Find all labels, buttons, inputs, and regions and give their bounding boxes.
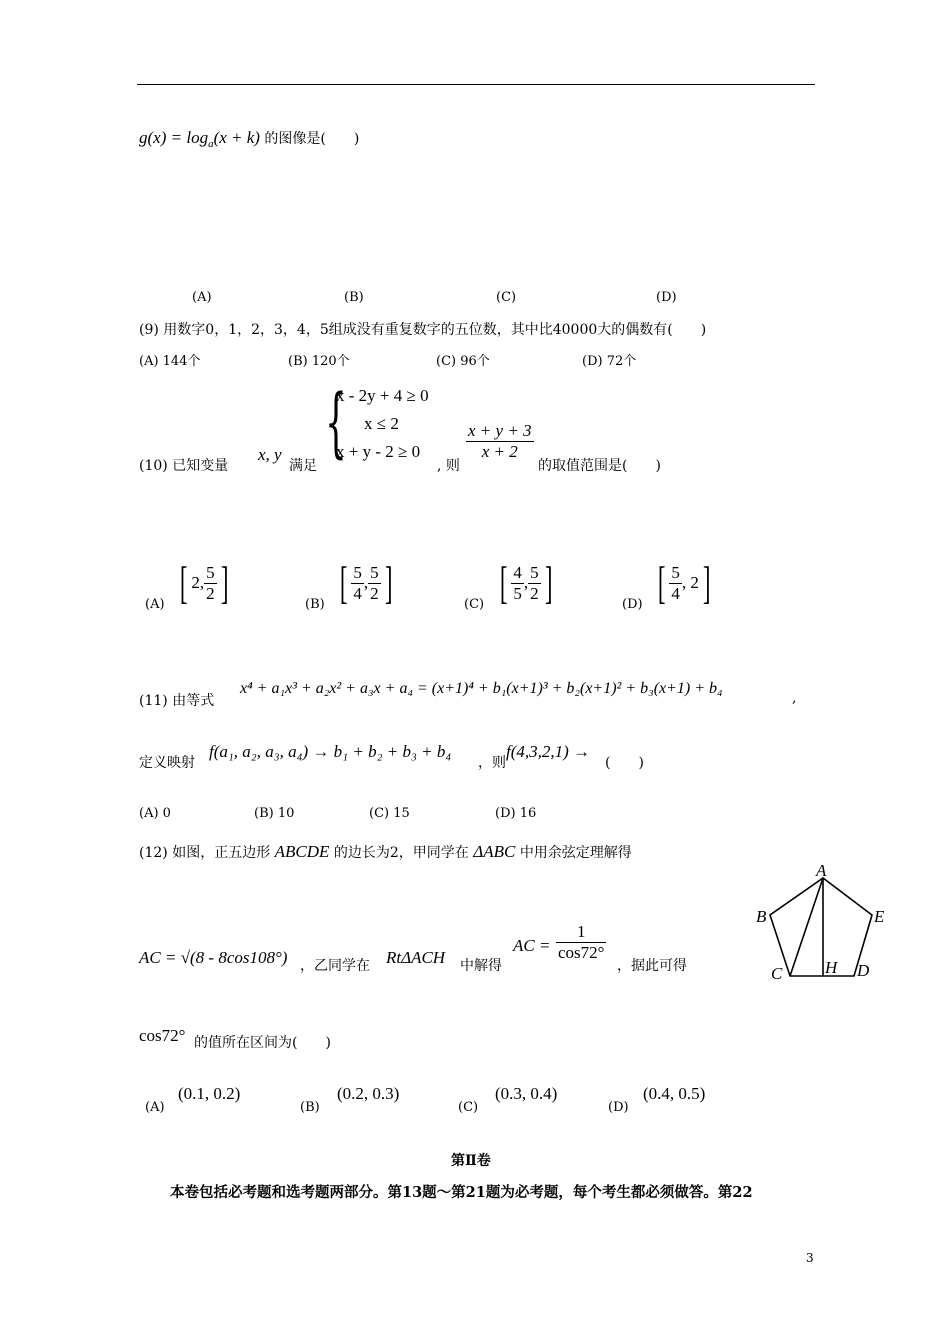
q8-option-d: (D) [656, 290, 677, 305]
q9-option-d: (D) 72个 [582, 354, 637, 369]
q11-then: ，则 [478, 755, 506, 771]
q10-brace: { [325, 377, 347, 466]
label-c: C [771, 964, 783, 983]
q10-option-c-value: [ $\frac{4}{5}$ , $\frac{5}{2}$ ] [499, 557, 553, 608]
q12-line2-end: ，据此可得 [617, 958, 687, 974]
q9-option-b: (B) 120个 [288, 354, 350, 369]
q8-option-b: (B) [344, 290, 364, 305]
q10-option-b-label: (B) [305, 597, 325, 612]
q12-option-b-label: (B) [300, 1100, 320, 1115]
q12-suffix: 中用余弦定理解得 [519, 845, 632, 861]
q12-rt: RtΔACH [386, 948, 446, 967]
q12-ac2-left: AC = [513, 936, 551, 955]
q11-option-c: (C) 15 [369, 806, 410, 821]
q12-option-a-label: (A) [145, 1100, 165, 1115]
q12-mid: 的边长为2，甲同学在 [333, 845, 469, 861]
pentagon-figure [750, 858, 890, 986]
q11-prefix: (11) 由等式 [139, 693, 215, 709]
q11-comma: , [792, 690, 797, 706]
label-h: H [825, 958, 838, 977]
q12-shape: ABCDE [274, 842, 330, 861]
q10-option-a-value: [ 2, $\frac{5}{2}$ ] [179, 557, 229, 608]
q12-option-c-value: (0.3, 0.4) [495, 1084, 558, 1103]
q10-option-a-label: (A) [145, 597, 165, 612]
q10-constraint-2: x ≤ 2 [364, 414, 399, 433]
q12-ac-formula: AC = √(8 - 8cos108°) [139, 948, 288, 967]
q11-line2-prefix: 定义映射 [139, 755, 195, 771]
q8-option-a: (A) [192, 290, 212, 305]
q10-constraint-1: x - 2y + 4 ≥ 0 [336, 386, 429, 405]
q12-option-b-value: (0.2, 0.3) [337, 1084, 400, 1103]
q10-target-fraction: $\frac{x + y + 3}{x + 2}$ [468, 421, 532, 461]
section-intro: 本卷包括必考题和选考题两部分。第13题～第21题为必考题，每个考生都必须做答。第22 [170, 1184, 753, 1201]
label-a: A [816, 861, 827, 880]
q12-line1 [139, 842, 632, 862]
q12-line3-text: 的值所在区间为( ) [194, 1035, 331, 1051]
q10-satisfy: 满足 [289, 458, 317, 474]
q10-vars: x, y [258, 445, 282, 464]
q12-triangle: ΔABC [473, 842, 516, 861]
page-number: 3 [806, 1251, 814, 1265]
q11-equation: x⁴ + a₁x³ + a₂x² + a₃x + a₄ = (x+1)⁴ + b₁(x+1)³ + b₂(x+1)² + b₃(x+1) + b₄ [240, 680, 723, 697]
q12-option-c-label: (C) [458, 1100, 479, 1115]
label-d: D [857, 961, 870, 980]
q8-formula: $g(x) = \log_a(x + k)$ 的图像是( ) [139, 128, 360, 150]
q12-prefix: (12) 如图，正五边形 [139, 845, 271, 861]
section-title: 第Ⅱ卷 [451, 1153, 491, 1169]
q12-line2-suffix: 中解得 [460, 958, 502, 974]
q10-prefix: (10) 已知变量 [139, 458, 229, 474]
q12-ac2-fraction: $\frac{1}{\cos 72^\circ}$ [558, 922, 605, 962]
q10-option-d-label: (D) [622, 597, 643, 612]
label-b: B [756, 907, 767, 926]
header-rule [137, 84, 815, 85]
q8-option-c: (C) [496, 290, 517, 305]
q11-option-d: (D) 16 [495, 806, 537, 821]
q9-stem: (9) 用数字0，1，2，3，4，5组成没有重复数字的五位数，其中比40000大的偶数有( ) [139, 322, 707, 338]
q10-suffix: 的取值范围是( ) [538, 458, 661, 474]
q10-then: , 则 [437, 458, 460, 474]
q11-query: f(4,3,2,1) → [506, 742, 591, 761]
q12-option-d-label: (D) [608, 1100, 629, 1115]
label-e: E [874, 907, 885, 926]
q8-text: 的图像是( ) [264, 131, 360, 147]
segment-ac [790, 878, 823, 976]
q11-blank: ( ) [605, 755, 644, 771]
q10-option-c-label: (C) [464, 597, 485, 612]
q12-line2-mid: ，乙同学在 [300, 958, 370, 974]
q10-option-b-value: [ $\frac{5}{4}$ , $\frac{5}{2}$ ] [339, 557, 393, 608]
q11-mapping: f(a₁, a₂, a₃, a₄) → b₁ + b₂ + b₃ + b₄ [209, 742, 452, 761]
q12-option-a-value: (0.1, 0.2) [178, 1084, 241, 1103]
q12-option-d-value: (0.4, 0.5) [643, 1084, 706, 1103]
q11-option-b: (B) 10 [254, 806, 295, 821]
q10-constraint-3: x + y - 2 ≥ 0 [336, 442, 421, 461]
q12-line3-expr: cos72° [139, 1026, 186, 1045]
q9-option-a: (A) 144个 [139, 354, 201, 369]
q9-option-c: (C) 96个 [436, 354, 490, 369]
q11-option-a: (A) 0 [139, 806, 171, 821]
q10-option-d-value: [ $\frac{5}{4}$ , 2 ] [657, 557, 711, 608]
